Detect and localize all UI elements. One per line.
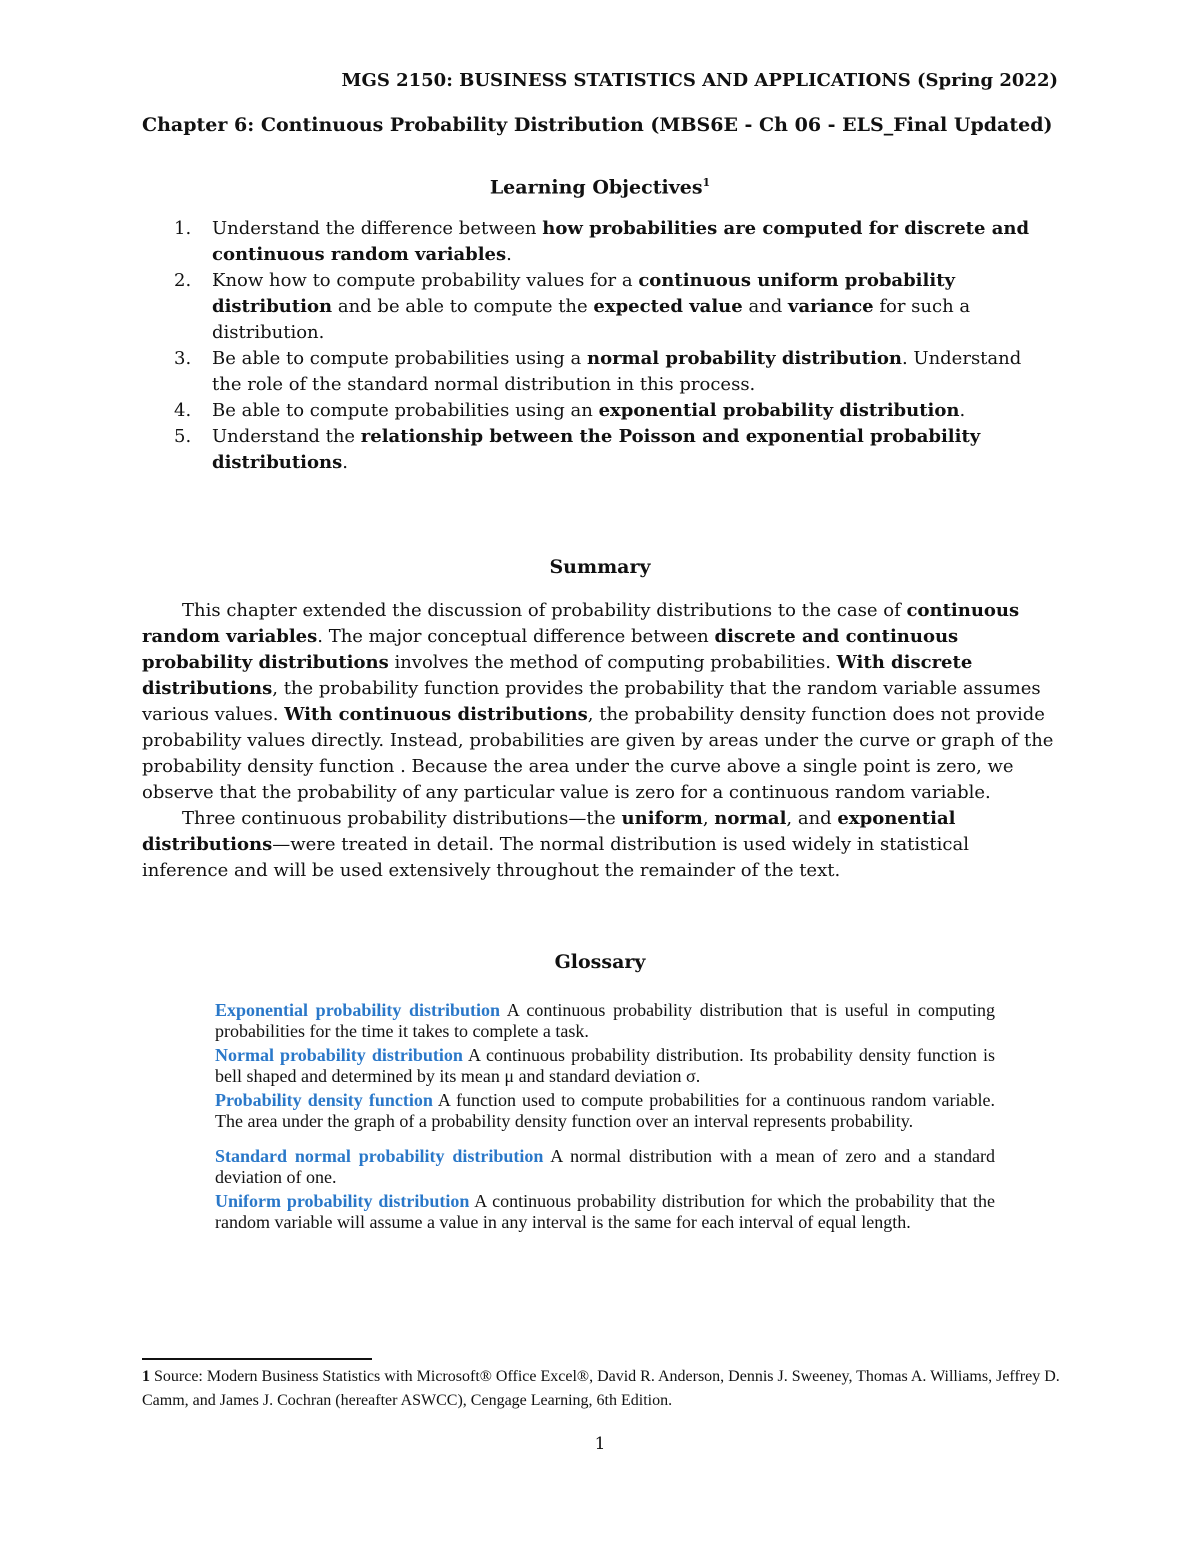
objective-text: Understand the difference between xyxy=(212,218,543,239)
summary-text: , xyxy=(702,808,715,829)
glossary-heading: Glossary xyxy=(554,951,646,973)
learning-objectives-heading xyxy=(0,176,1200,198)
list-item xyxy=(142,268,1042,346)
objective-text: Be able to compute probabilities using a xyxy=(212,348,587,369)
learning-objectives-heading-text: Learning Objectives xyxy=(489,176,703,199)
summary-bold: normal xyxy=(714,808,787,829)
glossary-term: Exponential probability distribution xyxy=(215,1000,501,1020)
glossary-entry xyxy=(215,1191,995,1233)
objective-bold: normal probability distribution xyxy=(586,348,902,369)
list-item xyxy=(142,398,1042,424)
glossary-definition: A function used to compute probabilities for a continuous random variable. The area under the graph of a probability density function over an interval represents probability. xyxy=(215,1090,995,1131)
objective-text: and xyxy=(742,296,789,317)
glossary-entry xyxy=(215,1045,995,1087)
summary-text: This chapter extended the discussion of probability distributions to the case of xyxy=(182,600,907,621)
summary-text: —were treated in detail. The normal distribution is used widely in statistical inference and will be used extensively throughout the remainder of the text. xyxy=(142,834,969,881)
objective-text: . xyxy=(959,400,966,421)
list-item xyxy=(142,424,1042,476)
course-header: MGS 2150: BUSINESS STATISTICS AND APPLICATIONS (Spring 2022) xyxy=(341,70,1058,91)
glossary-definition: A continuous probability distribution for which the probability that the random variable will assume a value in any interval is the same for each interval of equal length. xyxy=(215,1191,995,1232)
glossary-term: Normal probability distribution xyxy=(215,1045,463,1065)
footnote-separator xyxy=(142,1358,372,1360)
objectives-list xyxy=(142,216,1042,476)
summary-paragraph xyxy=(142,806,1058,884)
footnote xyxy=(142,1365,1072,1413)
objective-text: . xyxy=(506,244,512,265)
summary-body xyxy=(142,598,1058,884)
list-number: 1. xyxy=(174,218,192,239)
glossary-definition: A normal distribution with a mean of zero and a standard deviation of one. xyxy=(215,1146,995,1187)
summary-text: . The major conceptual difference between xyxy=(317,626,715,647)
objective-bold: continuous uniform probability distribution xyxy=(212,270,955,317)
glossary-term: Standard normal probability distribution xyxy=(215,1146,544,1166)
footnote-number: 1 xyxy=(142,1368,150,1385)
list-number: 3. xyxy=(174,348,192,369)
summary-bold: With continuous distributions xyxy=(284,704,588,725)
list-number: 2. xyxy=(174,270,192,291)
glossary-entry xyxy=(215,1090,995,1132)
glossary-term: Uniform probability distribution xyxy=(215,1191,470,1211)
summary-text: , the probability function provides the probability that the random variable assumes various values. xyxy=(142,678,1041,725)
list-item xyxy=(142,346,1042,398)
objective-text: Know how to compute probability values for a xyxy=(212,270,639,291)
chapter-title: Chapter 6: Continuous Probability Distribution (MBS6E - Ch 06 - ELS_Final Updated) xyxy=(142,114,1053,136)
glossary-definition: A continuous probability distribution. Its probability density function is bell shaped and determined by its mean μ and standard deviation σ. xyxy=(215,1045,995,1086)
glossary-term: Probability density function xyxy=(215,1090,433,1110)
glossary-list xyxy=(215,1000,995,1236)
summary-paragraph xyxy=(142,598,1058,806)
objective-bold: how probabilities are computed for discrete and continuous random variables xyxy=(212,218,1030,265)
page-number: 1 xyxy=(594,1434,606,1454)
objective-text: . xyxy=(342,452,348,473)
list-number: 4. xyxy=(174,400,192,421)
objective-text: Understand the xyxy=(212,426,361,447)
objective-bold: relationship between the Poisson and exponential probability distributions xyxy=(212,426,981,473)
summary-heading: Summary xyxy=(549,556,651,578)
objective-text: and be able to compute the xyxy=(332,296,594,317)
footnote-text: Source: Modern Business Statistics with Microsoft® Office Excel®, David R. Anderson, Dennis J. Sweeney, Thomas A. Williams, Jeffrey D. Camm, and James J. Cochran (hereafter ASWCC), Cengage Learning, 6th Edition. xyxy=(142,1368,1060,1409)
list-number: 5. xyxy=(174,426,192,447)
summary-text: involves the method of computing probabilities. xyxy=(388,652,837,673)
objective-text: Be able to compute probabilities using an xyxy=(212,400,599,421)
footnote-reference[interactable]: 1 xyxy=(702,176,711,189)
summary-text: , and xyxy=(786,808,838,829)
glossary-entry xyxy=(215,1146,995,1188)
summary-text: , the probability density function does not provide probability values directly. Instead, probabilities are given by areas under the curve or graph of the probability density function . Because the area under the curve above a single point is zero, we observe that the probability of any particular value is zero for a continuous random variable. xyxy=(142,704,1054,803)
summary-bold: exponential distributions xyxy=(142,808,956,855)
summary-bold: With discrete distributions xyxy=(142,652,973,699)
objective-bold: expected value xyxy=(593,296,743,317)
summary-text: Three continuous probability distributions—the xyxy=(182,808,622,829)
summary-bold: continuous random variables xyxy=(142,600,1020,647)
objective-text: for such a distribution. xyxy=(212,296,971,343)
summary-bold: discrete and continuous probability distributions xyxy=(142,626,959,673)
glossary-entry xyxy=(215,1000,995,1042)
summary-bold: uniform xyxy=(621,808,703,829)
glossary-definition: A continuous probability distribution that is useful in computing probabilities for the time it takes to complete a task. xyxy=(215,1000,996,1041)
objective-bold: variance xyxy=(788,296,874,317)
list-item xyxy=(142,216,1042,268)
objective-bold: exponential probability distribution xyxy=(598,400,960,421)
objective-text: . Understand the role of the standard normal distribution in this process. xyxy=(212,348,1022,395)
